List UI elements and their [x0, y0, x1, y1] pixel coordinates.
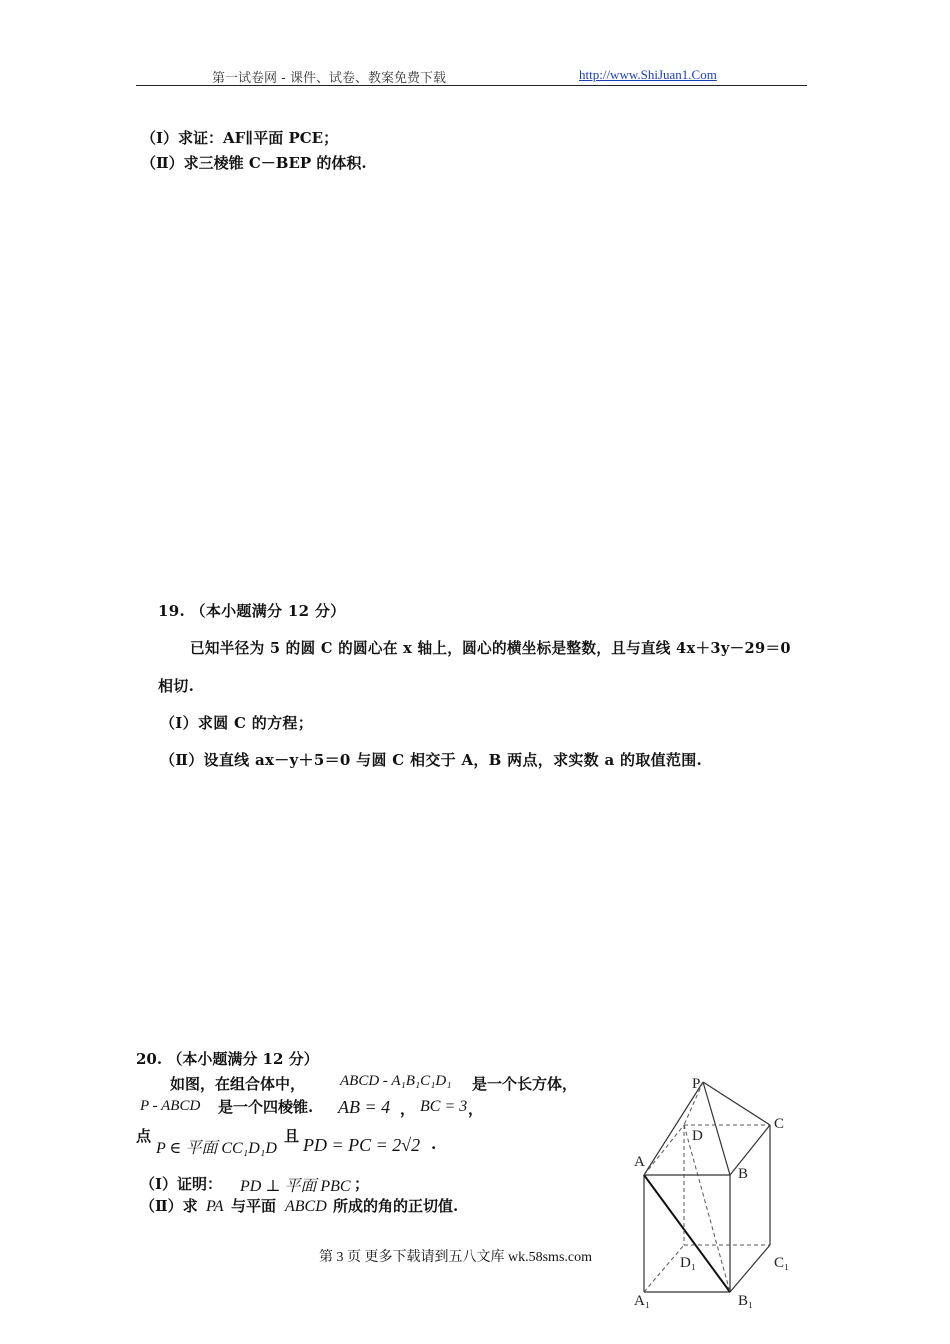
label-c1: C₁ [774, 1255, 790, 1271]
q20-part1-text: （Ⅰ）证明： [140, 1175, 223, 1193]
label-b: B [738, 1166, 749, 1182]
label-d: D [692, 1128, 703, 1144]
q20-line2-ab: AB = 4 [338, 1097, 391, 1117]
edge-ab1-diagonal [644, 1175, 730, 1292]
q20-part2-text: （Ⅱ）求 [140, 1197, 198, 1215]
q20-line3-qie: 且 [284, 1127, 300, 1145]
edge-a1d1 [644, 1245, 684, 1292]
edge-ad [644, 1125, 684, 1175]
q18-part2: （Ⅱ）求三棱锥 C－BEP 的体积. [141, 154, 367, 172]
q20-line2-comma1: ， [400, 1100, 416, 1118]
q20-line3-math: P ∈ 平面 CC₁D₁D [156, 1140, 277, 1157]
q19-part1: （Ⅰ）求圆 C 的方程； [160, 714, 314, 732]
q20-part2-abcd: ABCD [285, 1198, 327, 1215]
q20-title: 20. （本小题满分 12 分） [136, 1050, 319, 1068]
label-c: C [774, 1116, 785, 1132]
q20-part2-text2: 与平面 [231, 1197, 277, 1215]
q20-part2-tail: 所成的角的正切值. [333, 1197, 459, 1215]
q18-part1: （Ⅰ）求证：AF∥平面 PCE； [141, 129, 339, 147]
q19-line1: 已知半径为 5 的圆 C 的圆心在 x 轴上，圆心的横坐标是整数，且与直线 4x＋3y－29＝0 [190, 640, 791, 657]
header-site-link[interactable]: http://www.ShiJuan1.Com [579, 67, 717, 82]
header-rule [136, 85, 807, 86]
q20-line1-math: ABCD - A₁B₁C₁D₁ [340, 1073, 452, 1089]
edge-pb [703, 1082, 730, 1175]
q20-line2-bc: BC = 3 [420, 1098, 468, 1115]
label-a: A [634, 1154, 645, 1170]
label-p: P [692, 1076, 701, 1092]
label-b1: B₁ [738, 1293, 754, 1309]
edge-bc [730, 1125, 770, 1175]
q20-line1-tail: 是一个长方体， [472, 1075, 578, 1093]
q20-line3-period: . [431, 1135, 437, 1153]
composite-solid-figure [620, 1068, 810, 1318]
edge-b1c1 [730, 1245, 770, 1292]
q20-line1-text: 如图，在组合体中， [170, 1075, 306, 1093]
q19-part2: （Ⅱ）设直线 ax－y＋5＝0 与圆 C 相交于 A，B 两点，求实数 a 的取值范围. [160, 751, 703, 769]
q20-line2-text: 是一个四棱锥. [218, 1098, 314, 1116]
label-a1: A₁ [634, 1293, 651, 1309]
q19-line2: 相切. [158, 677, 195, 695]
header-site-text: 第一试卷网 - 课件、试卷、教案免费下载 [212, 71, 446, 86]
label-d1: D₁ [680, 1255, 697, 1271]
q19-title: 19. （本小题满分 12 分） [158, 602, 346, 620]
q20-line3-dian: 点 [136, 1127, 152, 1145]
q20-line2-comma2: ， [468, 1100, 484, 1118]
q20-line3-eq: PD = PC = 2√2 [303, 1135, 421, 1155]
q20-part2-pa: PA [206, 1198, 224, 1215]
page-footer: 第 3 页 更多下载请到五八文库 wk.58sms.com [319, 1250, 592, 1265]
q20-part1-math: PD ⊥ 平面 PBC [240, 1178, 351, 1195]
q20-part1-tail: ； [354, 1175, 370, 1193]
q20-line2-math: P - ABCD [140, 1098, 201, 1114]
